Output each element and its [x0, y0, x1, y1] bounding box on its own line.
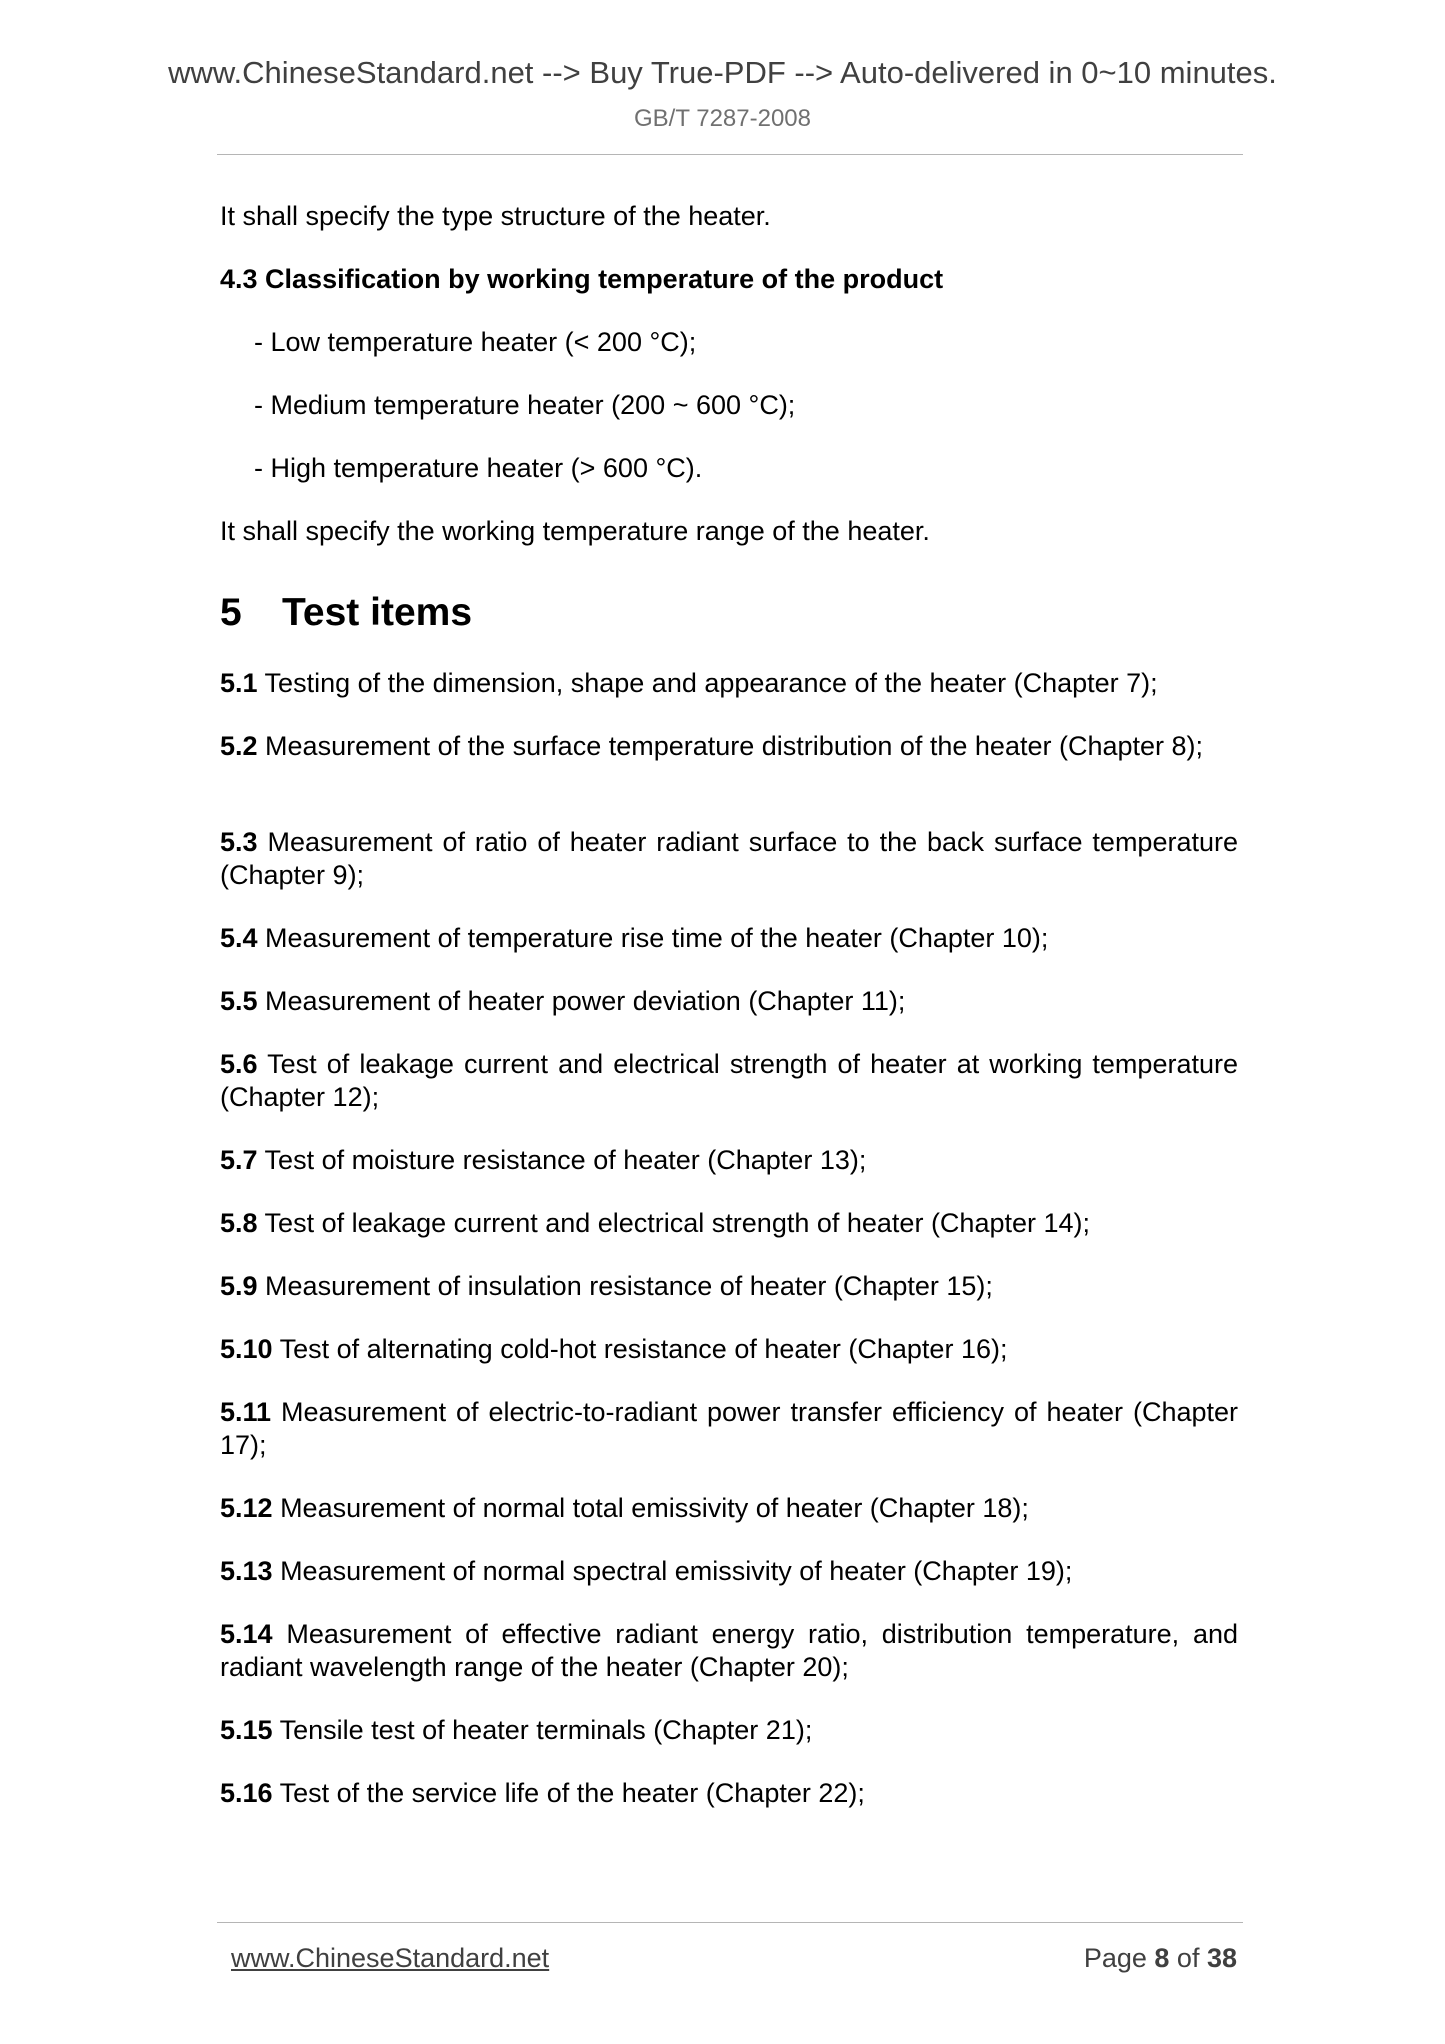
page-of: of	[1169, 1943, 1207, 1973]
test-item-number: 5.12	[220, 1493, 273, 1523]
test-item-text: Measurement of normal total emissivity of heater (Chapter 18);	[272, 1493, 1029, 1523]
test-item	[220, 1714, 1238, 1747]
test-item	[220, 985, 1238, 1018]
test-item	[220, 1144, 1238, 1177]
test-item-text: Test of leakage current and electrical strength of heater (Chapter 14);	[257, 1208, 1091, 1238]
test-item-number: 5.16	[220, 1778, 273, 1808]
page-label: Page	[1083, 1943, 1155, 1973]
test-item-number: 5.15	[220, 1715, 273, 1745]
test-item	[220, 826, 1238, 892]
page-indicator	[1084, 1944, 1237, 1974]
test-item	[220, 1396, 1238, 1462]
header-standard-code: GB/T 7287-2008	[633, 105, 811, 132]
list-item: - Low temperature heater (< 200 °C);	[254, 327, 697, 357]
test-item-number: 5.13	[220, 1556, 273, 1586]
test-item-number: 5.10	[220, 1334, 273, 1364]
test-item	[220, 1270, 1238, 1303]
section-5-number: 5	[220, 591, 242, 634]
test-item-number: 5.4	[220, 923, 258, 953]
section-4-3-heading: 4.3 Classification by working temperature of the product	[220, 264, 944, 294]
page-total: 38	[1206, 1943, 1237, 1973]
test-item	[220, 1555, 1238, 1588]
test-item-text: Measurement of effective radiant energy ratio, distribution temperature, and radiant wavelength range of the heater (Chapter 20);	[220, 1619, 1238, 1682]
test-item	[220, 1492, 1238, 1525]
page-current: 8	[1154, 1943, 1170, 1973]
test-item	[220, 667, 1238, 700]
test-item-number: 5.5	[220, 986, 258, 1016]
intro-paragraph: It shall specify the type structure of the heater.	[220, 201, 771, 231]
test-item-text: Measurement of ratio of heater radiant surface to the back surface temperature (Chapter 9);	[220, 827, 1238, 890]
test-item-text: Measurement of insulation resistance of heater (Chapter 15);	[257, 1271, 993, 1301]
section-4-3-closing: It shall specify the working temperature range of the heater.	[220, 516, 930, 546]
test-item-text: Tensile test of heater terminals (Chapter 21);	[272, 1715, 813, 1745]
test-item-text: Testing of the dimension, shape and appearance of the heater (Chapter 7);	[257, 668, 1158, 698]
test-item	[220, 1333, 1238, 1366]
test-item-number: 5.3	[220, 827, 258, 857]
test-item	[220, 1777, 1238, 1810]
footer-divider	[217, 1922, 1243, 1923]
section-5-heading	[220, 592, 472, 635]
test-item	[220, 1207, 1238, 1240]
section-5-title: Test items	[282, 591, 473, 634]
footer-website-link[interactable]: www.ChineseStandard.net	[231, 1943, 550, 1973]
list-item: - High temperature heater (> 600 °C).	[254, 453, 703, 483]
test-item-number: 5.8	[220, 1208, 258, 1238]
test-item-number: 5.9	[220, 1271, 258, 1301]
test-item-text: Measurement of electric-to-radiant power transfer efficiency of heater (Chapter 17);	[220, 1397, 1238, 1460]
test-item-text: Test of moisture resistance of heater (Chapter 13);	[257, 1145, 867, 1175]
test-item-text: Measurement of temperature rise time of the heater (Chapter 10);	[257, 923, 1049, 953]
test-item	[220, 1048, 1238, 1114]
test-item-text: Test of leakage current and electrical strength of heater at working temperature (Chapter 12);	[220, 1049, 1238, 1112]
test-item-number: 5.11	[220, 1397, 272, 1427]
test-item-number: 5.2	[220, 731, 258, 761]
test-item-text: Test of alternating cold-hot resistance of heater (Chapter 16);	[272, 1334, 1008, 1364]
test-item	[220, 922, 1238, 955]
test-item	[220, 1618, 1238, 1684]
test-item-text: Measurement of the surface temperature distribution of the heater (Chapter 8);	[257, 731, 1204, 761]
test-item-number: 5.7	[220, 1145, 258, 1175]
header-banner: www.ChineseStandard.net --> Buy True-PDF --> Auto-delivered in 0~10 minutes.	[168, 55, 1277, 90]
header-divider	[217, 154, 1243, 155]
test-item-number: 5.6	[220, 1049, 258, 1079]
test-item-text: Test of the service life of the heater (Chapter 22);	[272, 1778, 865, 1808]
test-item-text: Measurement of normal spectral emissivity of heater (Chapter 19);	[272, 1556, 1073, 1586]
test-item	[220, 730, 1238, 763]
test-item-number: 5.1	[220, 668, 258, 698]
test-item-number: 5.14	[220, 1619, 273, 1649]
test-item-text: Measurement of heater power deviation (Chapter 11);	[257, 986, 906, 1016]
list-item: - Medium temperature heater (200 ~ 600 °C);	[254, 390, 796, 420]
